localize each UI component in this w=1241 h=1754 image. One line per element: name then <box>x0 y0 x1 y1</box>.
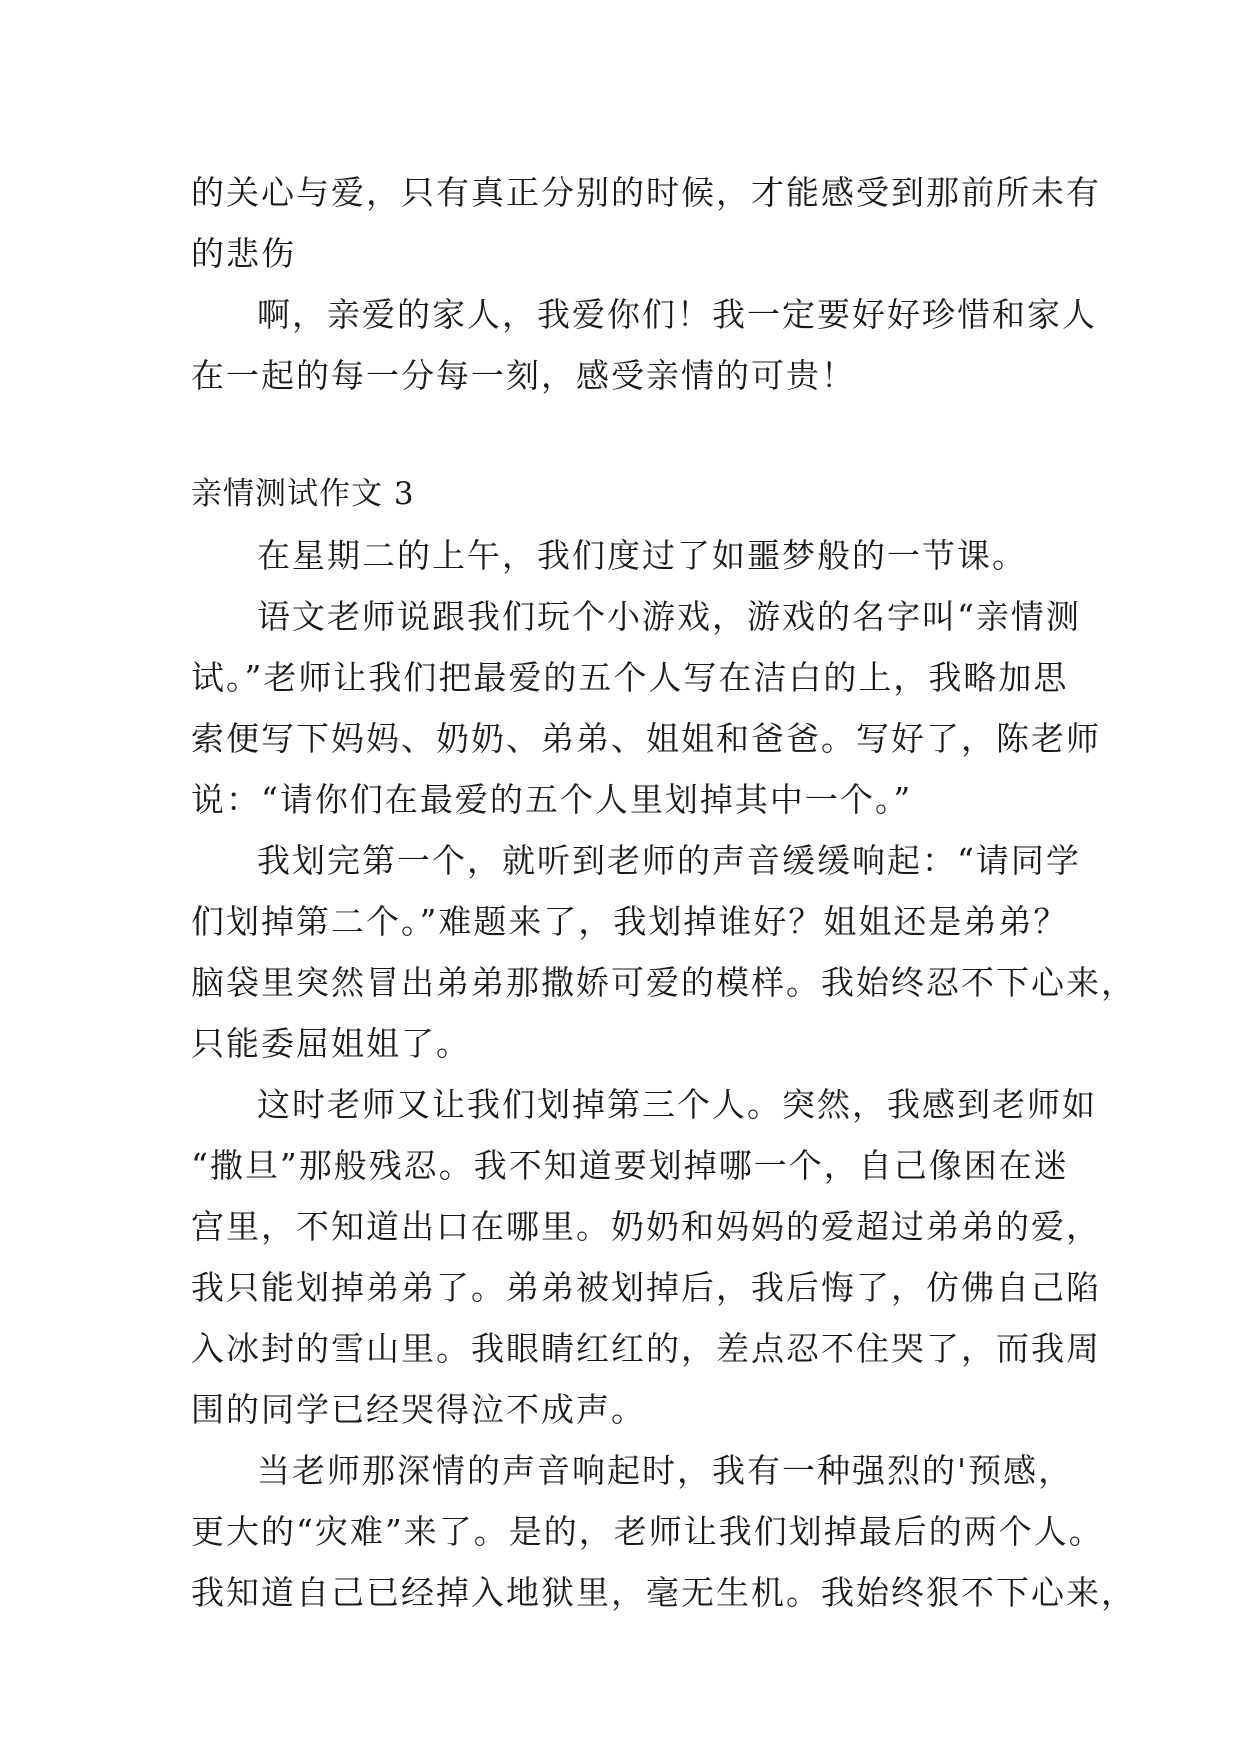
text-line: 更大的“灾难”来了。是的，老师让我们划掉最后的两个人。 <box>191 1512 1104 1551</box>
document-body <box>191 162 1136 1623</box>
text-line: 入冰封的雪山里。我眼睛红红的，差点忍不住哭了，而我周 <box>191 1329 1101 1368</box>
text-line: 宫里，不知道出口在哪里。奶奶和妈妈的爱超过弟弟的爱， <box>191 1207 1101 1246</box>
text-line: 试。”老师让我们把最爱的五个人写在洁白的上，我略加思 <box>191 658 1069 697</box>
text-line: 我知道自己已经掉入地狱里，毫无生机。我始终狠不下心来， <box>191 1573 1136 1612</box>
text-line: 我只能划掉弟弟了。弟弟被划掉后，我后悔了，仿佛自己陷 <box>191 1268 1101 1307</box>
text-line: 我划完第一个，就听到老师的声音缓缓响起：“请同学 <box>257 841 1081 880</box>
text-line: 啊，亲爱的家人，我爱你们！我一定要好好珍惜和家人 <box>257 295 1097 334</box>
text-line: 脑袋里突然冒出弟弟那撒娇可爱的模样。我始终忍不下心来， <box>191 963 1136 1002</box>
text-line: 在星期二的上午，我们度过了如噩梦般的一节课。 <box>257 536 1027 575</box>
paragraph-6 <box>191 1074 1101 1440</box>
text-line: 的关心与爱，只有真正分别的时候，才能感受到那前所未有 <box>191 173 1101 212</box>
paragraph-7 <box>191 1440 1136 1623</box>
text-line: 的悲伤 <box>191 234 296 273</box>
text-line: “撒旦”那般残忍。我不知道要划掉哪一个，自己像困在迷 <box>191 1146 1069 1185</box>
text-line: 在一起的每一分每一刻，感受亲情的可贵！ <box>191 356 856 395</box>
text-line: 索便写下妈妈、奶奶、弟弟、姐姐和爸爸。写好了，陈老师 <box>191 719 1101 758</box>
text-line: 们划掉第二个。”难题来了，我划掉谁好？姐姐还是弟弟？ <box>191 902 1069 941</box>
paragraph-3 <box>191 525 1061 586</box>
paragraph-5 <box>191 830 1136 1074</box>
text-line: 围的同学已经哭得泣不成声。 <box>191 1390 646 1429</box>
text-line: 说：“请你们在最爱的五个人里划掉其中一个。” <box>191 780 913 819</box>
text-line: 语文老师说跟我们玩个小游戏，游戏的名字叫“亲情测 <box>257 597 1081 636</box>
paragraph-4 <box>191 586 1101 830</box>
text-line: 这时老师又让我们划掉第三个人。突然，我感到老师如 <box>257 1085 1097 1124</box>
paragraph-2 <box>191 284 1097 406</box>
text-line: 当老师那深情的声音响起时，我有一种强烈的'预感， <box>257 1451 1074 1490</box>
section-heading: 亲情测试作文 3 <box>191 476 415 512</box>
paragraph-1 <box>191 162 1101 284</box>
text-line: 只能委屈姐姐了。 <box>191 1024 471 1063</box>
